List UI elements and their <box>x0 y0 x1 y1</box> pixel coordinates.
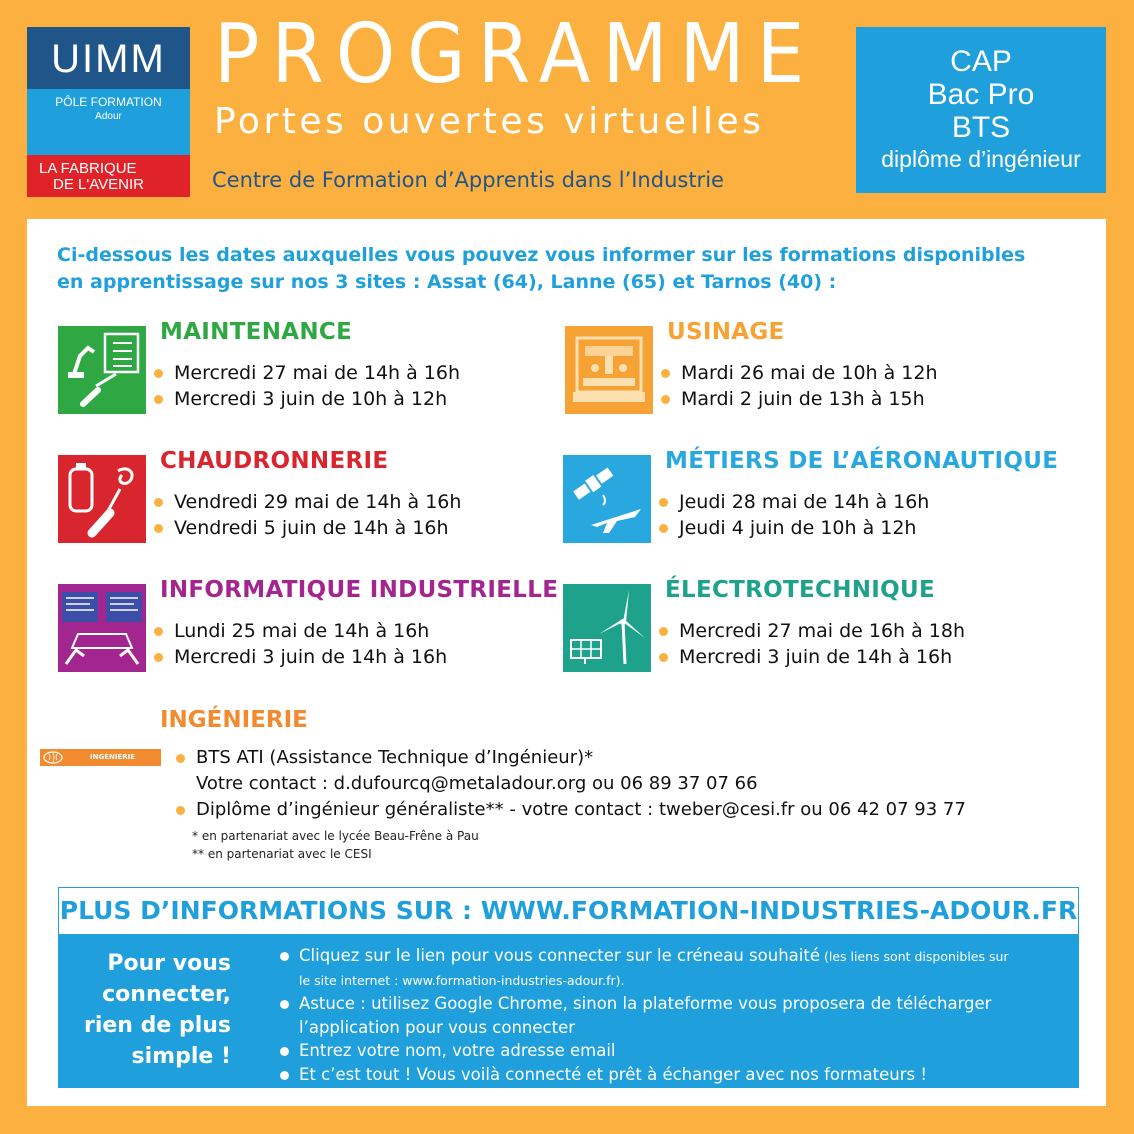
diploma-cap: CAP <box>950 45 1012 78</box>
diplomas-box <box>856 27 1106 193</box>
brain-icon <box>43 751 63 764</box>
info-connect-line-2: connecter, <box>102 982 231 1007</box>
ingenierie-bts-contact: Votre contact : d.dufourcq@metaladour.org ou 06 89 37 07 66 <box>196 773 758 794</box>
informatique-icon <box>58 584 146 672</box>
electrotechnique-date-2: Mercredi 3 juin de 14h à 16h <box>679 644 965 670</box>
ingenierie-note-1: * en partenariat avec le lycée Beau-Frêne à Pau <box>192 829 479 843</box>
electrotechnique-title: ÉLECTROTECHNIQUE <box>665 577 935 603</box>
main-panel <box>27 219 1106 1106</box>
usinage-title: USINAGE <box>667 319 785 345</box>
aeronautique-icon <box>563 455 651 543</box>
aeronautique-title: MÉTIERS DE L’AÉRONAUTIQUE <box>665 448 1059 474</box>
cfa-label: Centre de Formation d’Apprentis dans l’Industrie <box>212 168 724 192</box>
info-connect-heading <box>69 948 231 1072</box>
maintenance-date-2: Mercredi 3 juin de 10h à 12h <box>174 386 460 412</box>
info-steps <box>299 944 1009 1086</box>
logo-slogan-line2: DE L'AVENIR <box>53 176 144 193</box>
electrotechnique-date-1: Mercredi 27 mai de 16h à 18h <box>679 620 966 642</box>
info-step-2-text: Astuce : utilisez Google Chrome, sinon la plateforme vous proposera de télécharger <box>299 994 992 1013</box>
ingenierie-note-2: ** en partenariat avec le CESI <box>192 847 372 861</box>
ingenierie-badge-label: INGÉNIERIE <box>90 753 136 761</box>
informatique-dates <box>174 618 447 670</box>
info-step-1-note: (les liens sont disponibles sur <box>819 949 1009 964</box>
info-step-2 <box>299 992 1009 1039</box>
chaudronnerie-icon <box>58 455 146 543</box>
electrotechnique-dates <box>679 618 965 670</box>
info-connect-line-3: rien de plus <box>83 1013 231 1038</box>
aeronautique-date-2: Jeudi 4 juin de 10h à 12h <box>679 515 929 541</box>
maintenance-icon <box>58 326 146 414</box>
info-connect-line-1: Pour vous <box>107 951 231 976</box>
info-body <box>59 934 1078 1088</box>
ingenierie-diplome-contact: - votre contact : tweber@cesi.fr ou 06 42 07 93 77 <box>503 799 966 820</box>
info-step-2-cont: l’application pour vous connecter <box>299 1017 576 1037</box>
page-title: PROGRAMME <box>214 7 817 102</box>
logo-pole <box>27 89 190 155</box>
logo-region: Adour <box>95 111 122 122</box>
informatique-date-2: Mercredi 3 juin de 14h à 16h <box>174 646 448 668</box>
info-step-3: Entrez votre nom, votre adresse email <box>299 1039 1009 1063</box>
info-step-4: Et c’est tout ! Vous voilà connecté et prêt à échanger avec nos formateurs ! <box>299 1063 1009 1087</box>
chaudronnerie-date-1: Vendredi 29 mai de 14h à 16h <box>174 491 462 513</box>
info-connect-line-4: simple ! <box>131 1044 231 1069</box>
usinage-dates <box>681 360 938 412</box>
info-box <box>58 887 1079 1088</box>
info-step-1-text: Cliquez sur le lien pour vous connecter sur le créneau souhaité <box>299 946 820 965</box>
chaudronnerie-dates <box>174 489 461 541</box>
aeronautique-dates <box>679 489 929 541</box>
informatique-title: INFORMATIQUE INDUSTRIELLE <box>160 577 559 603</box>
info-step-1 <box>299 944 1009 992</box>
usinage-icon <box>565 326 653 414</box>
chaudronnerie-title: CHAUDRONNERIE <box>160 448 389 474</box>
diploma-bts: BTS <box>951 111 1011 144</box>
diploma-ingenieur: diplôme d’ingénieur <box>881 146 1081 172</box>
logo-slogan-line1: LA FABRIQUE <box>39 160 137 177</box>
info-website-title[interactable]: PLUS D’INFORMATIONS SUR : WWW.FORMATION-INDUSTRIES-ADOUR.FR <box>59 888 1078 934</box>
usinage-date-1: Mardi 26 mai de 10h à 12h <box>681 362 938 384</box>
ingenierie-item-diplome <box>196 797 966 823</box>
logo-brand: UIMM <box>27 27 190 89</box>
info-step-1-note-cont: le site internet : www.formation-industries-adour.fr). <box>299 972 625 988</box>
ingenierie-item-bts: BTS ATI (Assistance Technique d’Ingénieur)* <box>196 745 966 771</box>
informatique-date-1: Lundi 25 mai de 14h à 16h <box>174 618 447 644</box>
diploma-bac-pro: Bac Pro <box>927 78 1035 111</box>
intro-text: Ci-dessous les dates auxquelles vous pouvez vous informer sur les formations disponibles en apprentissage sur nos 3 sites : Assat (64), Lanne (65) et Tarnos (40) : <box>57 244 1026 293</box>
ingenierie-list <box>192 745 966 863</box>
uimm-logo <box>27 27 190 197</box>
aeronautique-date-1: Jeudi 28 mai de 14h à 16h <box>679 491 930 513</box>
electrotechnique-icon <box>563 584 651 672</box>
maintenance-date-1: Mercredi 27 mai de 14h à 16h <box>174 362 461 384</box>
logo-slogan <box>27 155 190 197</box>
maintenance-title: MAINTENANCE <box>160 319 353 345</box>
maintenance-dates <box>174 360 460 412</box>
page-subtitle: Portes ouvertes virtuelles <box>214 101 765 142</box>
ingenierie-badge <box>40 749 161 766</box>
usinage-date-2: Mardi 2 juin de 13h à 15h <box>681 386 938 412</box>
ingenierie-title: INGÉNIERIE <box>160 707 308 733</box>
ingenierie-diplome-label: Diplôme d’ingénieur généraliste** <box>196 799 504 820</box>
chaudronnerie-date-2: Vendredi 5 juin de 14h à 16h <box>174 515 461 541</box>
logo-pole-label: PÔLE FORMATION <box>55 95 162 109</box>
